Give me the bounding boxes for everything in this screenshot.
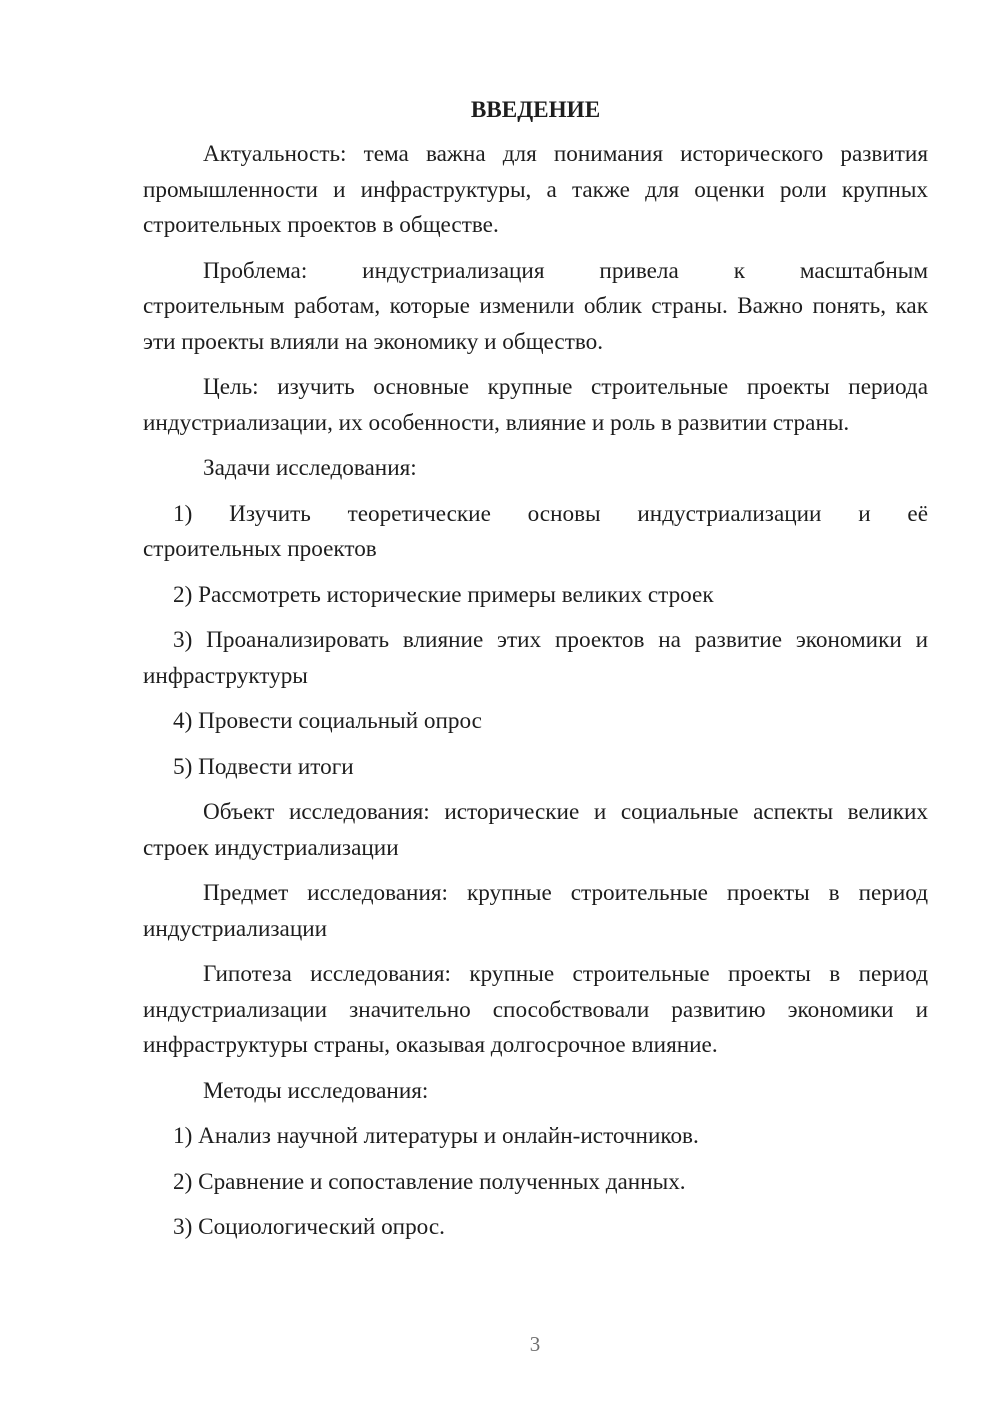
task-item-3: 3) Проанализировать влияние этих проектов на развитие экономики и инфраструктуры — [143, 627, 928, 689]
document-page — [143, 93, 928, 1256]
methods-heading: Методы исследования: — [203, 1077, 429, 1104]
method-item-2: 2) Сравнение и сопоставление полученных данных. — [173, 1168, 686, 1195]
method-item-1: 1) Анализ научной литературы и онлайн-источников. — [173, 1123, 699, 1149]
method-item-3: 3) Социологический опрос. — [173, 1214, 445, 1240]
object-paragraph: Объект исследования: исторические и социальные аспекты великих строек индустриализации — [143, 799, 928, 861]
goal-paragraph: Цель: изучить основные крупные строительные проекты периода индустриализации, их особенности, влияние и роль в развитии страны. — [143, 374, 928, 436]
subject-paragraph: Предмет исследования: крупные строительные проекты в период индустриализации — [143, 880, 928, 942]
task-item-2: 2) Рассмотреть исторические примеры великих строек — [173, 581, 714, 608]
actuality-paragraph: Актуальность: тема важна для понимания исторического развития промышленности и инфраструктуры, а также для оценки роли крупных строительных проектов в обществе. — [143, 141, 928, 238]
hypothesis-paragraph: Гипотеза исследования: крупные строительные проекты в период индустриализации значительно способствовали развитию экономики и инфраструктуры страны, оказывая долгосрочное влияние. — [143, 961, 928, 1058]
problem-rest: строительным работам, которые изменили облик страны. Важно понять, как эти проекты влияли на экономику и общество. — [143, 293, 928, 355]
problem-paragraph — [143, 254, 928, 361]
task-item-5: 5) Подвести итоги — [173, 753, 354, 780]
task-item-1-line2: строительных проектов — [143, 536, 377, 562]
page-title: ВВЕДЕНИЕ — [470, 97, 601, 123]
problem-first-line: Проблема: индустриализация привела к масштабным — [203, 257, 928, 284]
task-item-1-line1: 1) Изучить теоретические основы индустриализации и её — [173, 500, 928, 527]
page-number: 3 — [529, 1332, 541, 1356]
task-item-1 — [143, 497, 928, 568]
tasks-heading: Задачи исследования: — [203, 455, 417, 481]
task-item-4: 4) Провести социальный опрос — [173, 708, 482, 734]
